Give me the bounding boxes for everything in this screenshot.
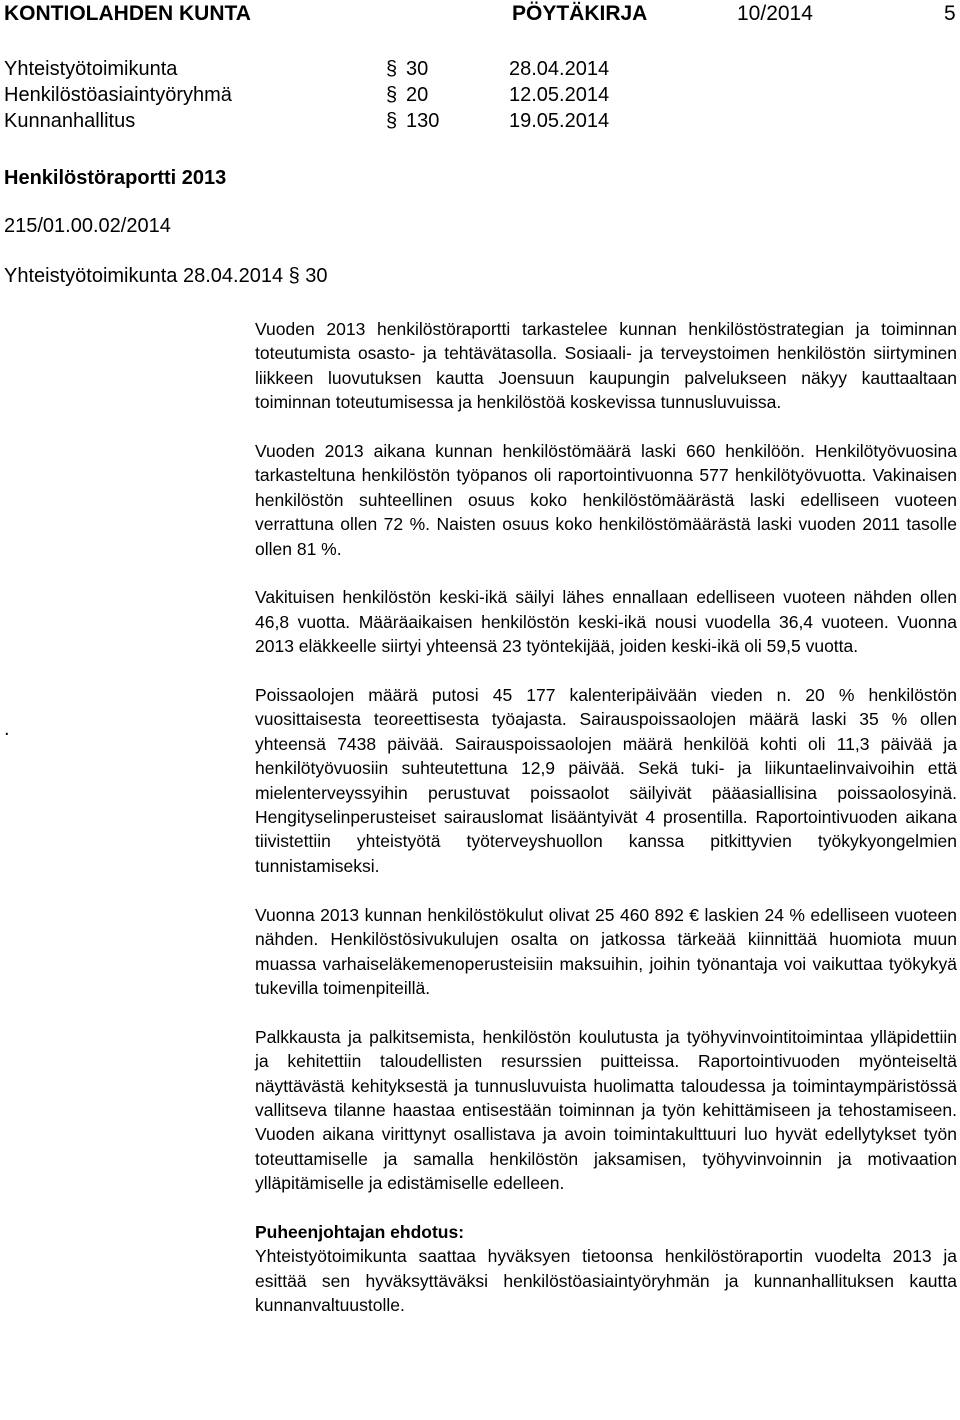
item-title: Henkilöstöraportti 2013 xyxy=(4,167,227,189)
meeting-date: 28.04.2014 xyxy=(509,58,610,80)
document-number: 10/2014 xyxy=(737,2,813,25)
paragraph: Vuonna 2013 kunnan henkilöstökulut olivat 25 460 892 € laskien 24 % edelliseen vuoteen nähden. Henkilöstösivukulujen osalta on jatkossa tärkeää kiinnittää huomiota muun muassa varhaiseläkemenoperusteisiin maksuihin, joihin työnantaja voi vaikuttaa työkykyä tukevilla toimenpiteillä. xyxy=(255,904,957,998)
section-number: 20 xyxy=(406,84,429,106)
section-icon: § xyxy=(386,84,398,106)
page-number: 5 xyxy=(944,2,956,25)
meeting-row xyxy=(4,56,644,82)
paragraph: Vuoden 2013 aikana kunnan henkilöstömäärä laski 660 henkilöön. Henkilötyövuosina tarkasteltuna henkilöstön työpanos oli raportointivuonna 577 henkilötyövuotta. Vakinaisen henkilöstön suhteellinen osuus koko henkilöstömäärästä laski edelliseen vuoteen verrattuna ollen 72 %. Naisten osuus koko henkilöstömäärästä laski vuoden 2011 tasolle ollen 81 %. xyxy=(255,441,957,559)
meeting-body: Kunnanhallitus xyxy=(4,110,136,132)
side-mark: . xyxy=(4,718,10,740)
document-type: PÖYTÄKIRJA xyxy=(512,2,648,25)
section-number: 30 xyxy=(406,58,429,80)
diary-number: 215/01.00.02/2014 xyxy=(4,215,171,237)
proposal-label: Puheenjohtajan ehdotus: xyxy=(255,1221,465,1242)
paragraph: Palkkausta ja palkitsemista, henkilöstön koulutusta ja työhyvinvointitoimintaa ylläpidettiin ja kehitettiin taloudellisten resurssien puitteissa. Raportointivuoden myönteiseltä näyttävästä kehityksestä ja tunnusluvuista huolimatta taloudessa ja toimintaympäristössä vallitseva tilanne haastaa entisestään toiminnan ja työn kehittämiseen ja tehostamiseen. Vuoden aikana virittynyt osallistava ja avoin toimintakulttuuri luo hyvät edellytykset työn toteuttamiselle ja samalla henkilöstön jaksamisen, työhyvinvoinnin ja motivaation ylläpitämiselle ja edistämiselle edelleen. xyxy=(255,1026,957,1194)
meeting-list xyxy=(4,56,644,134)
meeting-date: 12.05.2014 xyxy=(509,84,610,106)
meeting-date: 19.05.2014 xyxy=(509,110,610,132)
meeting-body: Yhteistyötoimikunta xyxy=(4,58,178,80)
page-header xyxy=(4,2,960,28)
paragraph: Poissaolojen määrä putosi 45 177 kalenteripäivään vieden n. 20 % henkilöstön vuosittaisesta teoreettisesta työajasta. Sairauspoissaolojen määrä laski 35 % ollen yhteensä 7438 päivää. Sairauspoissaolojen määrä henkilöä kohti oli 11,3 päivää ja henkilötyövuosiin suhteutettuna 12,9 päivää. Sekä tuki- ja liikuntaelinvaivoihin että mielenterveyssyihin perustuvat poissaolot säilyivät pääasiallisina poissaolosyinä. Hengityselinperusteiset sairauslomat lisääntyivät 4 prosentilla. Raportointivuoden aikana tiivistettiin yhteistyötä työterveyshuollon kanssa pitkittyvien työkykyongelmien tunnistamiseksi. xyxy=(255,685,957,876)
section-icon: § xyxy=(386,110,398,132)
organization-name: KONTIOLAHDEN KUNTA xyxy=(4,2,251,25)
proposal-text: Yhteistyötoimikunta saattaa hyväksyen tietoonsa henkilöstöraportin vuodelta 2013 ja esittää sen hyväksyttäväksi henkilöstöasiaintyöryhmän ja kunnanhallituksen kautta kunnanvaltuustolle. xyxy=(255,1246,957,1316)
meeting-row xyxy=(4,108,644,134)
section-icon: § xyxy=(386,58,398,80)
item-body xyxy=(255,317,957,1318)
paragraph: Vuoden 2013 henkilöstöraportti tarkastelee kunnan henkilöstöstrategian ja toiminnan toteutumista osasto- ja tehtävätasolla. Sosiaali- ja terveystoimen henkilöstön siirtyminen liikkeen luovutuksen kautta Joensuun kaupungin palvelukseen näkyy kauttaaltaan toiminnan toteutumisessa ja henkilöstöä koskevissa tunnusluvuissa. xyxy=(255,319,957,413)
preparer-line: Yhteistyötoimikunta 28.04.2014 § 30 xyxy=(4,265,328,287)
section-number: 130 xyxy=(406,110,440,132)
meeting-row xyxy=(4,82,644,108)
paragraph: Vakituisen henkilöstön keski-ikä säilyi lähes ennallaan edelliseen vuoteen nähden ollen 46,8 vuotta. Määräaikaisen henkilöstön keski-ikä nousi vuodella 36,4 vuoteen. Vuonna 2013 eläkkeelle siirtyi yhteensä 23 työntekijää, joiden keski-ikä oli 59,5 vuotta. xyxy=(255,587,957,657)
meeting-body: Henkilöstöasiaintyöryhmä xyxy=(4,84,232,106)
